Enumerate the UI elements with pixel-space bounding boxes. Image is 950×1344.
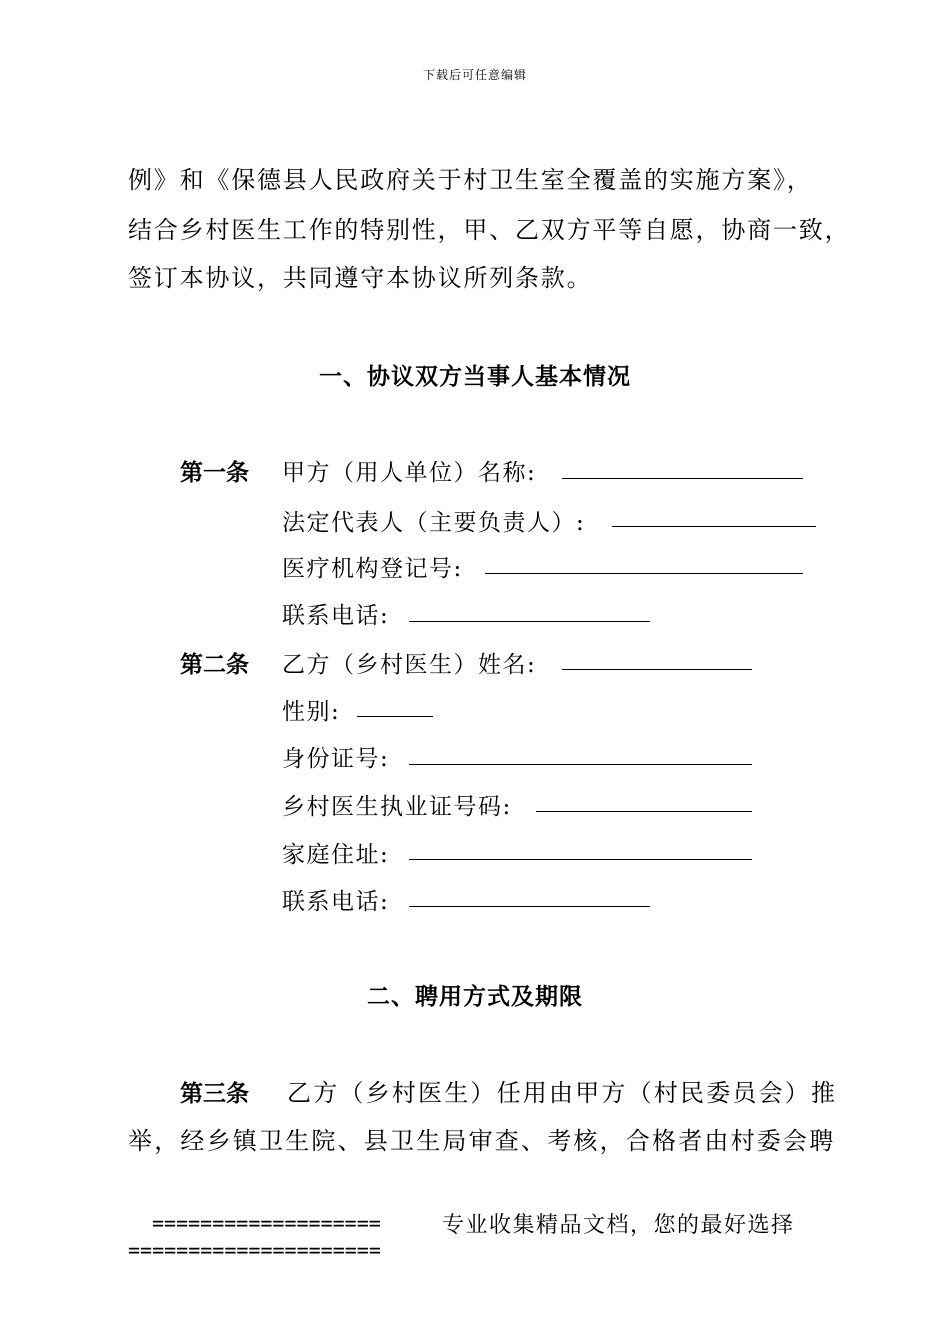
blank-phone-a — [409, 621, 650, 622]
blank-home-address — [409, 859, 752, 860]
field-home-address: 家庭住址: — [282, 842, 390, 868]
blank-phone-b — [409, 906, 650, 907]
article-2-label: 第二条 — [180, 652, 249, 678]
article-1-label: 第一条 — [180, 460, 249, 486]
field-party-a-name: 甲方（用人单位）名称: — [282, 460, 537, 486]
page-header: 下载后可任意编辑 — [422, 68, 527, 82]
intro-line-1: 例》和《保德县人民政府关于村卫生室全覆盖的实施方案》， — [128, 166, 813, 194]
blank-registration-number — [485, 573, 803, 574]
blank-party-b-name — [562, 669, 752, 670]
intro-line-3: 签订本协议，共同遵守本协议所列条款。 — [128, 264, 593, 292]
field-gender: 性别: — [282, 699, 341, 725]
blank-gender — [357, 716, 433, 717]
field-phone-a: 联系电话: — [282, 603, 390, 629]
footer-equals-left: =================== — [152, 1211, 381, 1235]
section-title-2: 二、聘用方式及期限 — [367, 984, 583, 1010]
field-license-number: 乡村医生执业证号码: — [282, 794, 512, 820]
blank-id-number — [409, 764, 752, 765]
field-phone-b: 联系电话: — [282, 889, 390, 915]
footer-text: 专业收集精品文档，您的最好选择 — [442, 1213, 795, 1238]
article-3-label: 第三条 — [180, 1081, 249, 1107]
blank-party-a-name — [562, 478, 803, 479]
intro-line-2: 结合乡村医生工作的特别性，甲、乙双方平等自愿，协商一致， — [128, 216, 851, 244]
blank-license-number — [536, 811, 752, 812]
field-registration-number: 医疗机构登记号: — [282, 556, 463, 582]
blank-legal-representative — [612, 526, 816, 527]
field-id-number: 身份证号: — [282, 746, 390, 772]
footer-equals-bottom: ===================== — [128, 1238, 381, 1262]
article-3-line-1: 乙方（乡村医生）任用由甲方（村民委员会）推 — [287, 1079, 838, 1107]
field-party-b-name: 乙方（乡村医生）姓名: — [282, 652, 537, 678]
section-title-1: 一、协议双方当事人基本情况 — [319, 364, 631, 390]
field-legal-representative: 法定代表人（主要负责人）: — [282, 510, 586, 536]
article-3-line-2: 举，经乡镇卫生院、县卫生局审查、考核，合格者由村委会聘 — [128, 1127, 836, 1155]
